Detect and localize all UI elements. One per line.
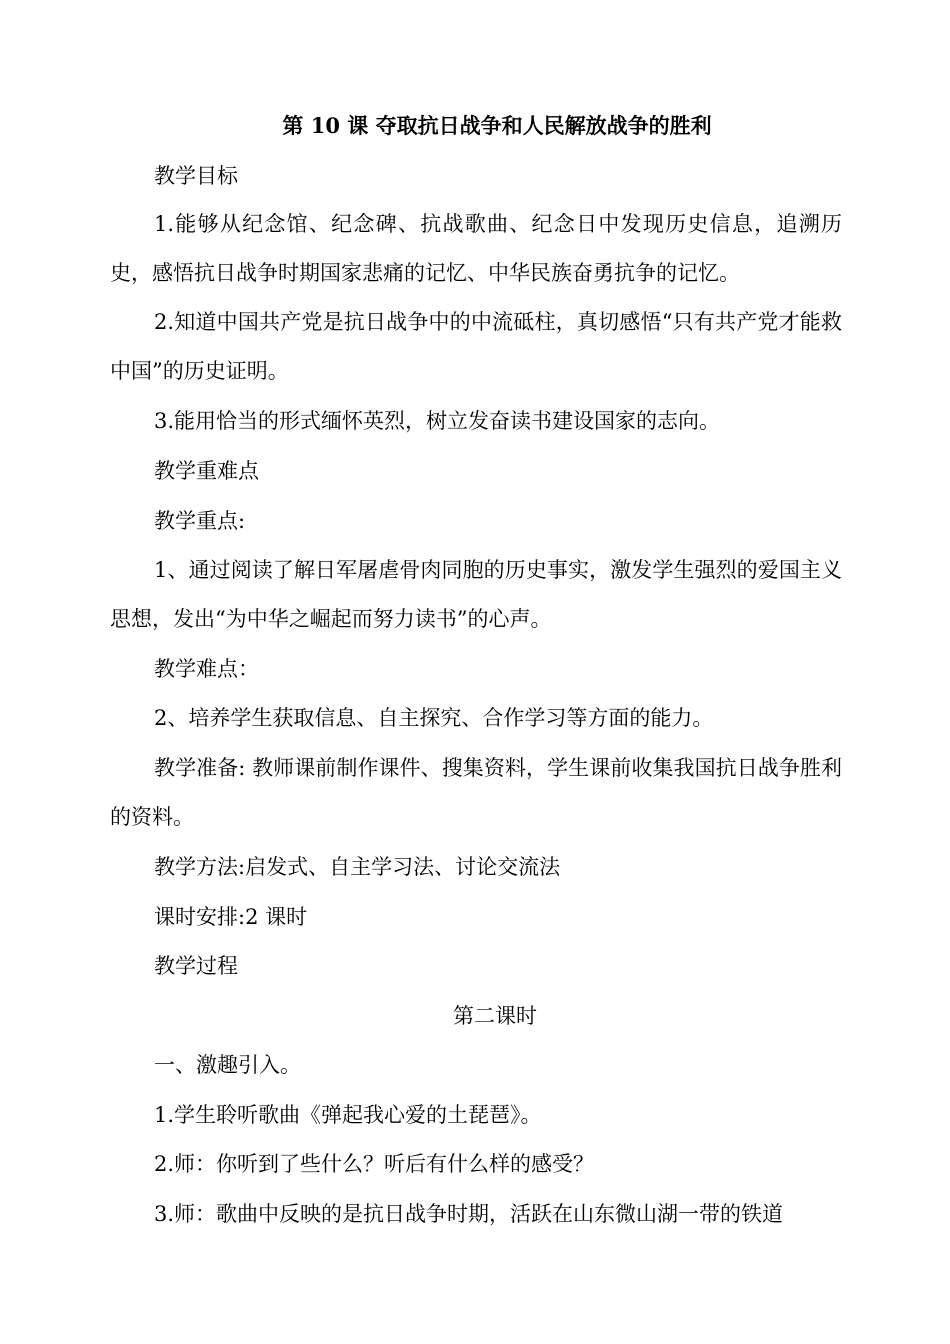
heading-difficult-points: 教学难点： [154, 657, 259, 681]
document-title: 第 10 课 夺取抗日战争和人民解放战争的胜利 [282, 113, 712, 138]
teaching-method-paragraph: 教学方法:启发式、自主学习法、讨论交流法 [154, 855, 561, 879]
section-heading-second-lesson: 第二课时 [453, 1004, 537, 1028]
heading-key-points: 教学重点: [154, 509, 246, 533]
difficult-point-paragraph: 2、培养学生获取信息、自主探究、合作学习等方面的能力。 [154, 706, 714, 730]
step-1-paragraph: 1.学生聆听歌曲《弹起我心爱的土琵琶》。 [154, 1103, 542, 1127]
goal-1-paragraph: 1.能够从纪念馆、纪念碑、抗战歌曲、纪念日中发现历史信息，追溯历史，感悟抗日战争时期国家悲痛的记忆、中华民族奋勇抗争的记忆。 [110, 212, 842, 285]
step-3-paragraph: 3.师：歌曲中反映的是抗日战争时期，活跃在山东微山湖一带的铁道 [154, 1202, 784, 1226]
goal-2-paragraph: 2.知道中国共产党是抗日战争中的中流砥柱，真切感悟“只有共产党才能救中国”的历史证明。 [110, 310, 842, 383]
key-point-paragraph: 1、通过阅读了解日军屠虐骨肉同胞的历史事实，激发学生强烈的爱国主义思想，发出“为中华之崛起而努力读书”的心声。 [110, 558, 842, 631]
teaching-preparation-paragraph: 教学准备: 教师课前制作课件、搜集资料，学生课前收集我国抗日战争胜利的资料。 [110, 756, 842, 829]
class-schedule-paragraph: 课时安排:2 课时 [154, 905, 308, 929]
heading-key-difficult-points: 教学重难点 [154, 459, 259, 483]
step-2-paragraph: 2.师：你听到了些什么？听后有什么样的感受？ [154, 1152, 595, 1176]
goal-3-paragraph: 3.能用恰当的形式缅怀英烈，树立发奋读书建设国家的志向。 [154, 409, 721, 433]
heading-teaching-process: 教学过程 [154, 954, 238, 978]
heading-teaching-goals: 教学目标 [154, 164, 238, 188]
intro-heading: 一、激趣引入。 [154, 1053, 301, 1077]
